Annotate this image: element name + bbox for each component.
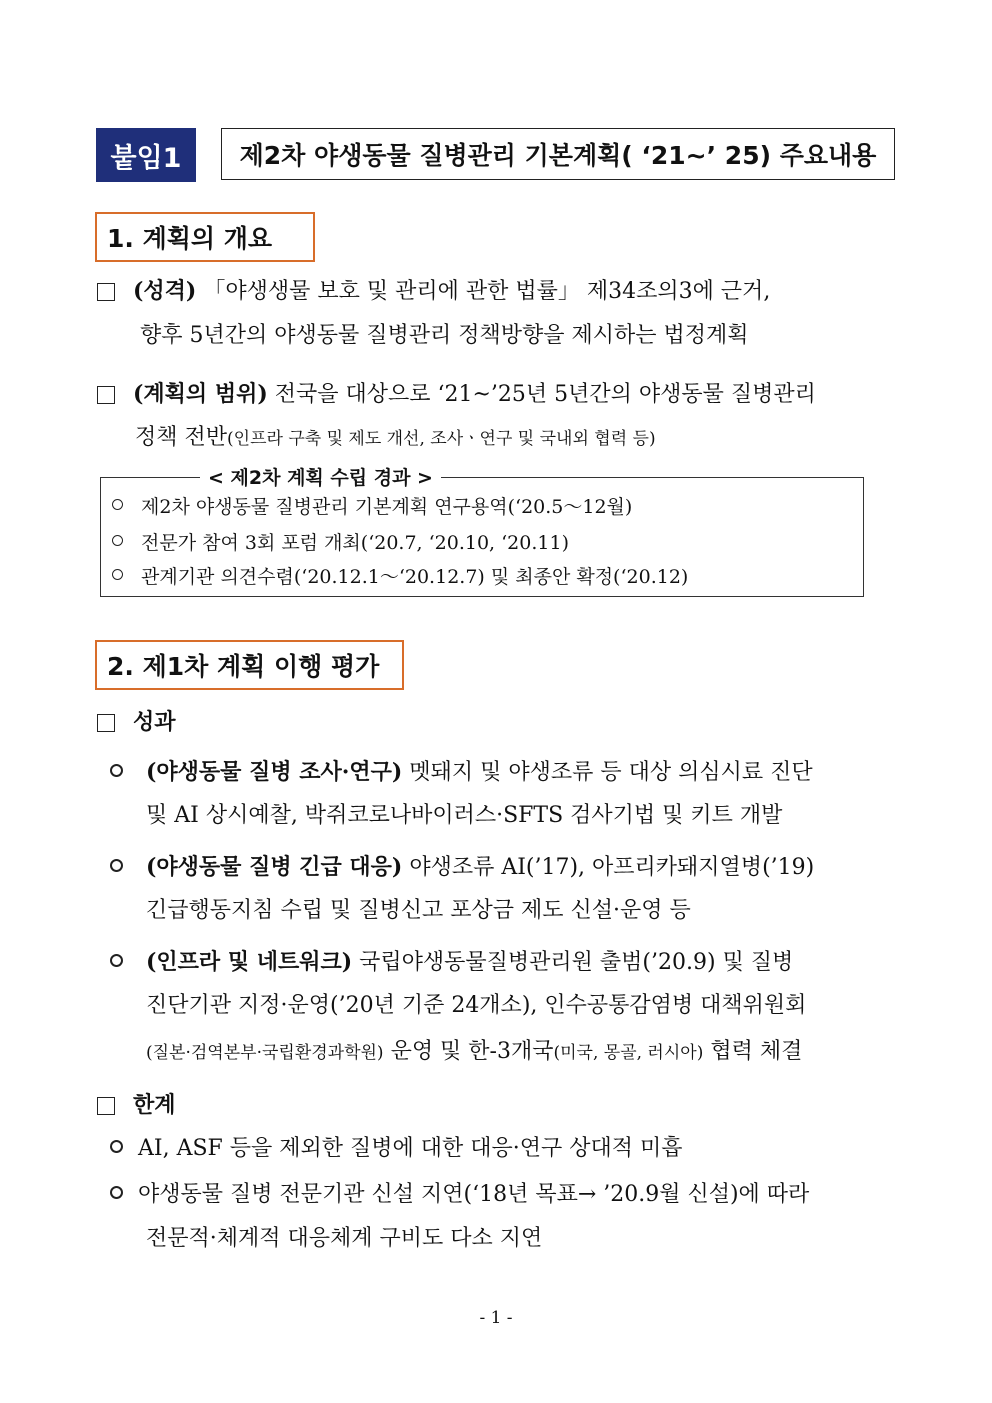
- item-text: 「야생생물 보호 및 관리에 관한 법률」 제34조의3에 근거,: [203, 279, 771, 304]
- process-item: 제2차 야생동물 질병관리 기본계획 연구용역(‘20.5～12월): [141, 496, 633, 518]
- bullet-circle-icon: [110, 764, 123, 777]
- bullet-circle-icon: [110, 1140, 123, 1153]
- section1-item1-line1: [133, 274, 770, 305]
- item-text: 정책 전반: [135, 425, 228, 450]
- bullet-circle-icon: [110, 954, 123, 967]
- achievement-item3-line2: 진단기관 지정·운영(’20년 기준 24개소), 인수공통감염병 대책위원회: [146, 993, 807, 1018]
- achievement-item2-line2: 긴급행동지침 수립 및 질병신고 포상금 제도 신설·운영 등: [146, 898, 691, 923]
- item-label: (계획의 범위): [133, 381, 268, 407]
- achievements-label: 성과: [133, 709, 176, 735]
- section1-item2-line2: [135, 420, 656, 451]
- achievement-item3-line3: [146, 1034, 802, 1065]
- section1-item1-line2: 향후 5년간의 야생동물 질병관리 정책방향을 제시하는 법정계획: [140, 323, 749, 348]
- bullet-circle-icon: [112, 569, 123, 580]
- process-item: 전문가 참여 3회 포럼 개최(‘20.7, ‘20.10, ‘20.11): [141, 532, 569, 554]
- bullet-circle-icon: [110, 1186, 123, 1199]
- item-text: 야생조류 AI(’17), 아프리카돼지열병(’19): [409, 855, 815, 880]
- checkbox-square-icon: [97, 386, 115, 404]
- item-label: (야생동물 질병 긴급 대응): [146, 854, 403, 880]
- section1-item2-line1: [133, 377, 816, 408]
- section1-heading: 1. 계획의 개요: [95, 212, 315, 262]
- process-box-title: < 제2차 계획 수립 경과 >: [200, 463, 441, 490]
- document-title: 제2차 야생동물 질병관리 기본계획( ‘21~’ 25) 주요내용: [221, 128, 895, 180]
- item-text: 전국을 대상으로 ‘21~’25년 5년간의 야생동물 질병관리: [274, 382, 816, 407]
- item-text-small: (인프라 구축 및 제도 개선, 조사ㆍ연구 및 국내외 협력 등): [227, 429, 656, 449]
- item-label: (야생동물 질병 조사·연구): [146, 759, 403, 785]
- item-text-small: (미국, 몽골, 러시아): [553, 1043, 704, 1063]
- checkbox-square-icon: [97, 283, 115, 301]
- page-number: - 1 -: [479, 1308, 513, 1328]
- item-text: 운영 및 한-3개국: [390, 1039, 554, 1064]
- checkbox-square-icon: [97, 714, 115, 732]
- item-label: (성격): [133, 278, 197, 304]
- limitation-item2-line2: 전문적·체계적 대응체계 구비도 다소 지연: [146, 1226, 543, 1251]
- process-item: 관계기관 의견수렴(‘20.12.1～‘20.12.7) 및 최종안 확정(‘20.12): [141, 566, 689, 588]
- attachment-tag: 붙임1: [96, 128, 196, 182]
- item-text-small: (질본·검역본부·국립환경과학원): [146, 1043, 384, 1063]
- bullet-circle-icon: [112, 535, 123, 546]
- limitation-item2-line1: 야생동물 질병 전문기관 신설 지연(‘18년 목표→ ’20.9월 신설)에 따라: [138, 1182, 810, 1207]
- achievement-item3-line1: [146, 945, 793, 976]
- achievement-item2-line1: [146, 850, 814, 881]
- item-label: (인프라 및 네트워크): [146, 949, 353, 975]
- item-text: 국립야생동물질병관리원 출범(’20.9) 및 질병: [359, 950, 794, 975]
- item-text: 협력 체결: [710, 1039, 803, 1064]
- achievement-item1-line1: [146, 755, 813, 786]
- achievement-item1-line2: 및 AI 상시예찰, 박쥐코로나바이러스·SFTS 검사기법 및 키트 개발: [146, 803, 783, 828]
- section2-heading: 2. 제1차 계획 이행 평가: [95, 640, 404, 690]
- bullet-circle-icon: [110, 859, 123, 872]
- checkbox-square-icon: [97, 1097, 115, 1115]
- bullet-circle-icon: [112, 499, 123, 510]
- item-text: 멧돼지 및 야생조류 등 대상 의심시료 진단: [409, 760, 813, 785]
- limitation-item1: AI, ASF 등을 제외한 질병에 대한 대응·연구 상대적 미흡: [138, 1136, 683, 1161]
- limitations-label: 한계: [133, 1092, 176, 1118]
